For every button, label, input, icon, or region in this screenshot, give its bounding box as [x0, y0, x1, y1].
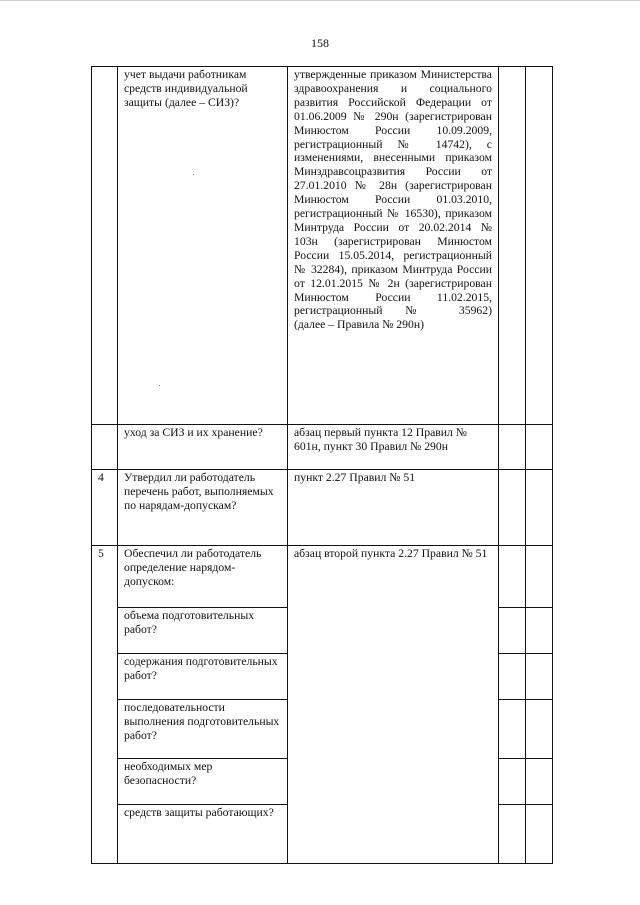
question-cell: Утвердил ли работодатель перечень работ, выполняемых по нарядам-допускам? [118, 470, 288, 546]
answer-no-cell[interactable] [526, 700, 553, 759]
answer-no-cell[interactable] [526, 425, 553, 470]
table-row [92, 67, 553, 425]
top-rule [0, 0, 640, 1]
reference-cell: абзац второй пункта 2.27 Правил № 51 [288, 546, 499, 864]
answer-yes-cell[interactable] [499, 608, 526, 654]
question-cell: учет выдачи работникам средств индивидуальной защиты (далее – СИЗ)? [118, 67, 288, 425]
table-row [92, 546, 553, 608]
reference-cell: утвержденные приказом Министерства здравоохранения и социального развития Российской Федерации от 01.06.2009 № 290н (зарегистрирован Минюстом России 10.09.2009, регистрационный № 14742), с изменениями, внесенными приказом Минздравсоцразвития России от 27.01.2010 № 28н (зарегистрирован Минюстом России 01.03.2010, регистрационный № 16530), приказом Минтруда России от 20.02.2014 № 103н (зарегистрирован Минюстом России 15.05.2014, регистрационный № 32284), приказом Минтруда России от 12.01.2015 № 2н (зарегистрирован Минюстом России 11.02.2015, регистрационный № 35962) (далее – Правила № 290н) [288, 67, 499, 425]
table-row [92, 470, 553, 546]
answer-no-cell[interactable] [526, 654, 553, 700]
answer-no-cell[interactable] [526, 805, 553, 864]
checklist-table [91, 66, 553, 864]
answer-no-cell[interactable] [526, 67, 553, 425]
row-number [92, 67, 118, 425]
scan-speck [193, 174, 194, 175]
answer-no-cell[interactable] [526, 470, 553, 546]
answer-yes-cell[interactable] [499, 654, 526, 700]
answer-yes-cell[interactable] [499, 805, 526, 864]
answer-yes-cell[interactable] [499, 759, 526, 805]
subitem-cell: содержания подготовительных работ? [118, 654, 288, 700]
subitem-cell: средств защиты работающих? [118, 805, 288, 864]
subitem-cell: необходимых мер безопасности? [118, 759, 288, 805]
answer-yes-cell[interactable] [499, 67, 526, 425]
answer-no-cell[interactable] [526, 546, 553, 608]
question-cell: уход за СИЗ и их хранение? [118, 425, 288, 470]
row-number: 4 [92, 470, 118, 546]
row-number: 5 [92, 546, 118, 864]
question-cell: Обеспечил ли работодатель определение нарядом-допуском: [118, 546, 288, 608]
scan-speck [159, 385, 160, 386]
answer-yes-cell[interactable] [499, 546, 526, 608]
table-row [92, 425, 553, 470]
answer-yes-cell[interactable] [499, 700, 526, 759]
reference-cell: абзац первый пункта 12 Правил № 601н, пункт 30 Правил № 290н [288, 425, 499, 470]
answer-no-cell[interactable] [526, 608, 553, 654]
subitem-cell: последовательности выполнения подготовительных работ? [118, 700, 288, 759]
page-number: 158 [311, 36, 329, 50]
answer-yes-cell[interactable] [499, 425, 526, 470]
row-number [92, 425, 118, 470]
reference-cell: пункт 2.27 Правил № 51 [288, 470, 499, 546]
answer-yes-cell[interactable] [499, 470, 526, 546]
subitem-cell: объема подготовительных работ? [118, 608, 288, 654]
answer-no-cell[interactable] [526, 759, 553, 805]
